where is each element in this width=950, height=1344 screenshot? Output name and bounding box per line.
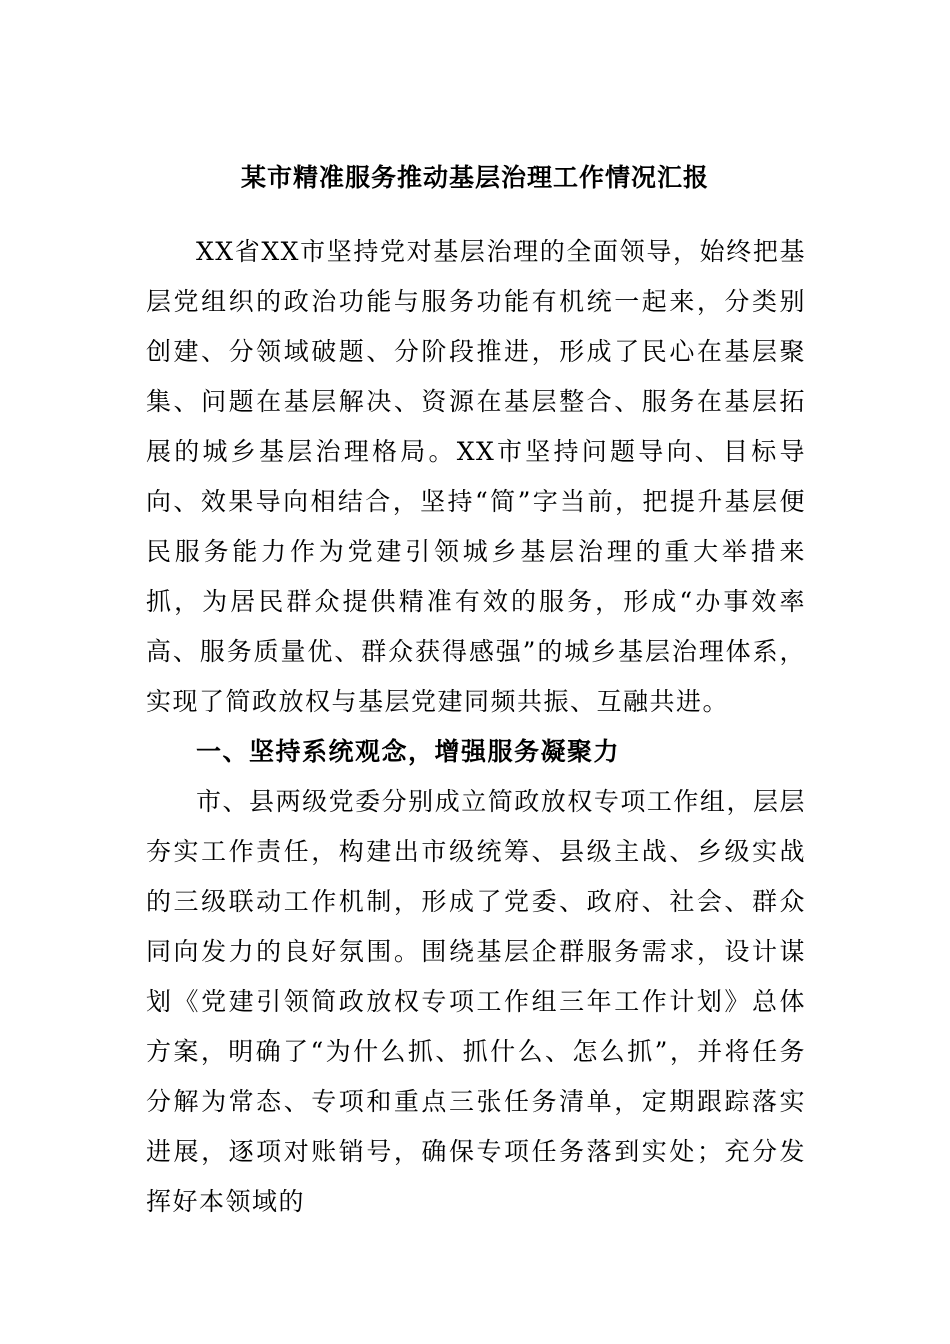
section-paragraph: 市、县两级党委分别成立简政放权专项工作组，层层夯实工作责任，构建出市级统筹、县级主战、乡级实战的三级联动工作机制，形成了党委、政府、社会、群众同向发力的良好氛围。围绕基层企群服务需求，设计谋划《党建引领简政放权专项工作组三年工作计划》总体方案，明确了“为什么抓、抓什么、怎么抓”，并将任务分解为常态、专项和重点三张任务清单，定期跟踪落实进展，逐项对账销号，确保专项任务落到实处；充分发挥好本领域的: [146, 787, 806, 1216]
section-heading: 一、坚持系统观念，增强服务凝聚力: [196, 737, 621, 766]
intro-paragraph: XX省XX市坚持党对基层治理的全面领导，始终把基层党组织的政治功能与服务功能有机统一起来，分类别创建、分领域破题、分阶段推进，形成了民心在基层聚集、问题在基层解决、资源在基层整合、服务在基层拓展的城乡基层治理格局。XX市坚持问题导向、目标导向、效果导向相结合，坚持“简”字当前，把提升基层便民服务能力作为党建引领城乡基层治理的重大举措来抓，为居民群众提供精准有效的服务，形成“办事效率高、服务质量优、群众获得感强”的城乡基层治理体系，实现了简政放权与基层党建同频共振、互融共进。: [146, 237, 806, 716]
document-title: 某市精准服务推动基层治理工作情况汇报: [240, 163, 709, 192]
